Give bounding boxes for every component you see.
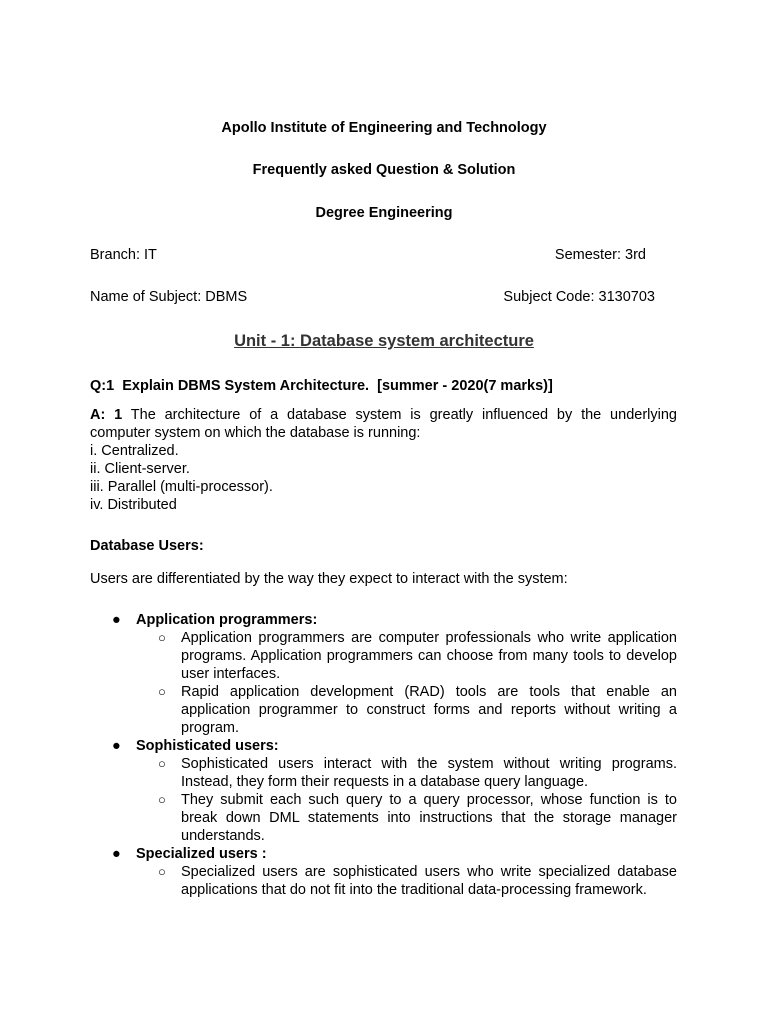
answer-text: The architecture of a database system is greatly influenced by the underlying computer system on which the database is running:: [90, 407, 677, 441]
bullet-label: Specialized users :: [136, 846, 267, 862]
subject-code: Subject Code: 3130703: [503, 289, 655, 305]
question-heading: Q:1 Explain DBMS System Architecture. [summer - 2020(7 marks)]: [90, 378, 553, 394]
institute-name: Apollo Institute of Engineering and Technology: [221, 120, 547, 136]
unit-title: Unit - 1: Database system architecture: [234, 332, 534, 350]
sub-item: [158, 683, 677, 737]
subject-name: Name of Subject: DBMS: [90, 289, 248, 305]
sub-item-text: Sophisticated users interact with the system without writing programs. Instead, they form their requests in a database query language.: [181, 756, 677, 790]
circle-bullet-icon: ○: [158, 864, 166, 879]
sub-item-text: They submit each such query to a query processor, whose function is to break down DML statements into instructions that the storage manager understands.: [181, 792, 677, 844]
list-item: [0, 611, 768, 737]
semester-label: Semester: 3rd: [554, 247, 646, 263]
sub-item: [158, 791, 677, 845]
bullet-icon: ●: [112, 612, 121, 628]
list-item: [0, 845, 768, 899]
circle-bullet-icon: ○: [158, 684, 166, 699]
answer-block: [90, 406, 677, 514]
bullet-label: Sophisticated users:: [136, 738, 279, 754]
bullet-label: Application programmers:: [136, 612, 318, 628]
degree-label: Degree Engineering: [315, 205, 453, 221]
answer-paragraph: [90, 406, 677, 442]
branch-label: Branch: IT: [90, 247, 157, 263]
sub-item: [158, 755, 677, 791]
sub-item-text: Rapid application development (RAD) tools are tools that enable an application programmer to construct forms and reports without writing a program.: [181, 684, 677, 736]
bullet-icon: ●: [112, 846, 121, 862]
list-item: [0, 737, 768, 845]
subject-row: [90, 288, 655, 306]
sub-item-text: Application programmers are computer professionals who write application programs. Application programmers can choose from many tools to develop user interfaces.: [181, 630, 677, 682]
answer-item: i. Centralized.: [90, 443, 179, 459]
circle-bullet-icon: ○: [158, 630, 166, 645]
circle-bullet-icon: ○: [158, 792, 166, 807]
users-heading: Database Users:: [90, 538, 204, 554]
bullet-icon: ●: [112, 738, 121, 754]
sub-item-text: Specialized users are sophisticated users who write specialized database applications that do not fit into the traditional data-processing framework.: [181, 864, 677, 898]
answer-item: ii. Client-server.: [90, 461, 190, 477]
answer-item: iv. Distributed: [90, 497, 177, 513]
users-intro: Users are differentiated by the way they expect to interact with the system:: [90, 571, 568, 587]
answer-prefix: A: 1: [90, 407, 123, 423]
sub-item: [158, 629, 677, 683]
user-types-list: [0, 611, 768, 899]
branch-row: [90, 246, 655, 264]
answer-item: iii. Parallel (multi-processor).: [90, 479, 273, 495]
circle-bullet-icon: ○: [158, 756, 166, 771]
sub-item: [158, 863, 677, 899]
document-subtitle: Frequently asked Question & Solution: [252, 162, 516, 178]
